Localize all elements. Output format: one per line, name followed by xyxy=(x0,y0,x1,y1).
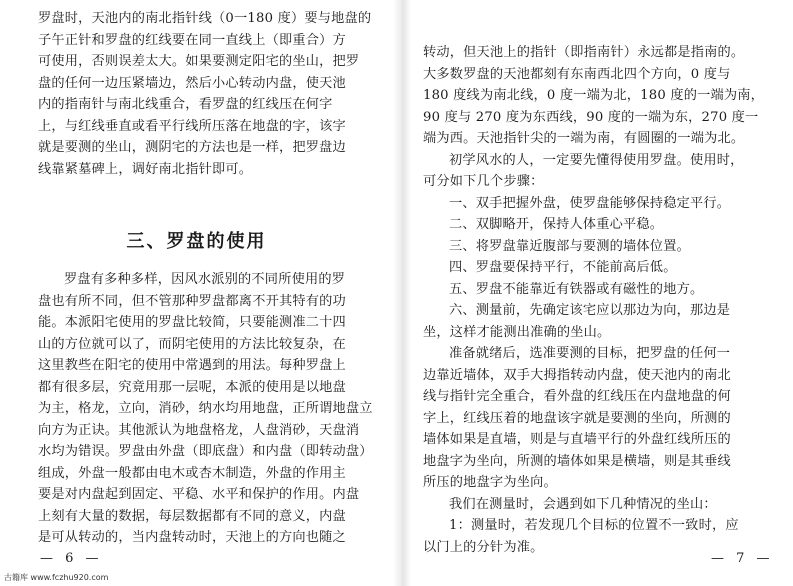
text-line: 字上，红线压着的地盘该字就是要测的坐向，所测的 xyxy=(423,410,731,426)
left-page xyxy=(0,0,393,586)
list-item: 四、罗盘要保持平行，不能前高后低。 xyxy=(449,260,677,275)
text-line: 大多数罗盘的天池都刻有东南西北四个方向，0 度与 xyxy=(423,66,731,82)
paragraph-first-line: 罗盘有多种多样，因风水派别的不同所使用的罗 xyxy=(64,272,346,287)
text-line: 就是要测的坐山，测阴宅的方法也是一样，把罗盘边 xyxy=(38,140,346,155)
book-gutter xyxy=(393,0,411,586)
text-line: 所压的地盘字为坐向。 xyxy=(423,475,557,490)
text-line: 为主，格龙，立向，消砂，纳水均用地盘，正所谓地盘立 xyxy=(38,401,373,416)
text-line: 都有很多层，究竟用那一层呢，本派的使用是以地盘 xyxy=(38,379,346,395)
text-line: 地盘字为坐向，所测的墙体如果是横墙，则是其垂线 xyxy=(423,453,731,469)
right-page xyxy=(411,0,793,586)
text-line: 内的指南针与南北线重合，看罗盘的红线压在何字 xyxy=(38,97,333,112)
text-line: 这里教些在阳宅的使用中常遇到的用法。每种罗盘上 xyxy=(38,358,346,373)
list-item: 六、测量前，先确定该宅应以那边为向，那边是 xyxy=(449,303,731,318)
paragraph-first-line: 我们在测量时，会遇到如下几种情况的坐山： xyxy=(449,496,717,512)
page-number: — 7 — xyxy=(711,551,774,566)
text-line: 要是对内盘起到固定、平稳、水平和保护的作用。内盘 xyxy=(38,487,360,502)
list-item: 五、罗盘不能靠近有铁器或有磁性的地方。 xyxy=(449,281,704,297)
text-line: 上，与红线垂直或看平行线所压落在地盘的字，该字 xyxy=(38,118,346,134)
paragraph-first-line: 初学风水的人，一定要先懂得使用罗盘。使用时， xyxy=(449,152,744,168)
text-line: 是可从转动的，当内盘转动时，天池上的方向也随之 xyxy=(38,530,346,545)
section-heading: 三、罗盘的使用 xyxy=(126,231,267,252)
text-line: 子午正针和罗盘的红线要在同一直线上（即重合）方 xyxy=(38,32,346,48)
text-line: 墙体如果是直墙，则是与直墙平行的外盘红线所压的 xyxy=(423,432,731,447)
text-line: 组成，外盘一般都由电木或杏木制造，外盘的作用主 xyxy=(38,465,346,481)
text-line: 转动，但天池上的指针（即指南针）永远都是指南的。 xyxy=(423,45,745,60)
text-line: 水均为错误。罗盘由外盘（即底盘）和内盘（即转动盘） xyxy=(38,444,373,459)
text-line: 90 度与 270 度为东西线，90 度的一端为东，270 度一 xyxy=(423,109,759,125)
text-line: 以门上的分针为准。 xyxy=(423,539,544,555)
text-line: 上刻有大量的数据，每层数据都有不同的意义，内盘 xyxy=(38,508,346,524)
text-line: 盘也有所不同，但不管那种罗盘都离不开其特有的功 xyxy=(38,293,346,309)
text-line: 线靠紧墓碑上，调好南北指针即可。 xyxy=(38,161,253,177)
text-line: 能。本派阳宅使用的罗盘比较简，只要能测准二十四 xyxy=(38,315,346,330)
text-line: 180 度线为南北线，0 度一端为北，180 度的一端为南， xyxy=(423,88,765,103)
text-line: 山的方位就可以了，而阴宅使用的方法比较复杂，在 xyxy=(38,336,346,352)
text-line: 盘的任何一边压紧墙边，然后小心转动内盘，使天池 xyxy=(38,75,346,91)
paragraph-first-line: 1：测量时，若发现几个目标的位置不一致时，应 xyxy=(449,518,739,533)
list-item: 三、将罗盘靠近腹部与要测的墙体位置。 xyxy=(449,238,690,254)
text-line: 向方为正诀。其他派认为地盘格龙，人盘消砂，天盘消 xyxy=(38,422,360,438)
text-line: 端为西。天池指针尖的一端为南，有圆圈的一端为北。 xyxy=(423,131,745,146)
text-line: 可分如下几个步骤： xyxy=(423,174,544,189)
text-line: 边靠近墙体，双手大拇指转动内盘，使天池内的南北 xyxy=(423,367,731,383)
text-line: 坐，这样才能测出准确的坐山。 xyxy=(423,324,611,340)
text-line: 线与指针完全重合，看外盘的红线压在内盘地盘的何 xyxy=(423,389,731,404)
list-item: 一、双手把握外盘，使罗盘能够保持稳定平行。 xyxy=(449,195,731,211)
list-item: 二、双脚略开，保持人体重心平稳。 xyxy=(449,217,664,232)
page-number: — 6 — xyxy=(40,551,103,566)
text-line: 罗盘时，天池内的南北指针线（0一180 度）要与地盘的 xyxy=(38,11,372,26)
paragraph-first-line: 准备就绪后，选准要测的目标，把罗盘的任何一 xyxy=(449,346,731,361)
footer-watermark: 古籍库 www.fczhu920.com xyxy=(4,573,109,582)
text-line: 可使用，否则误差太大。如果要测定阳宅的坐山，把罗 xyxy=(38,54,360,69)
